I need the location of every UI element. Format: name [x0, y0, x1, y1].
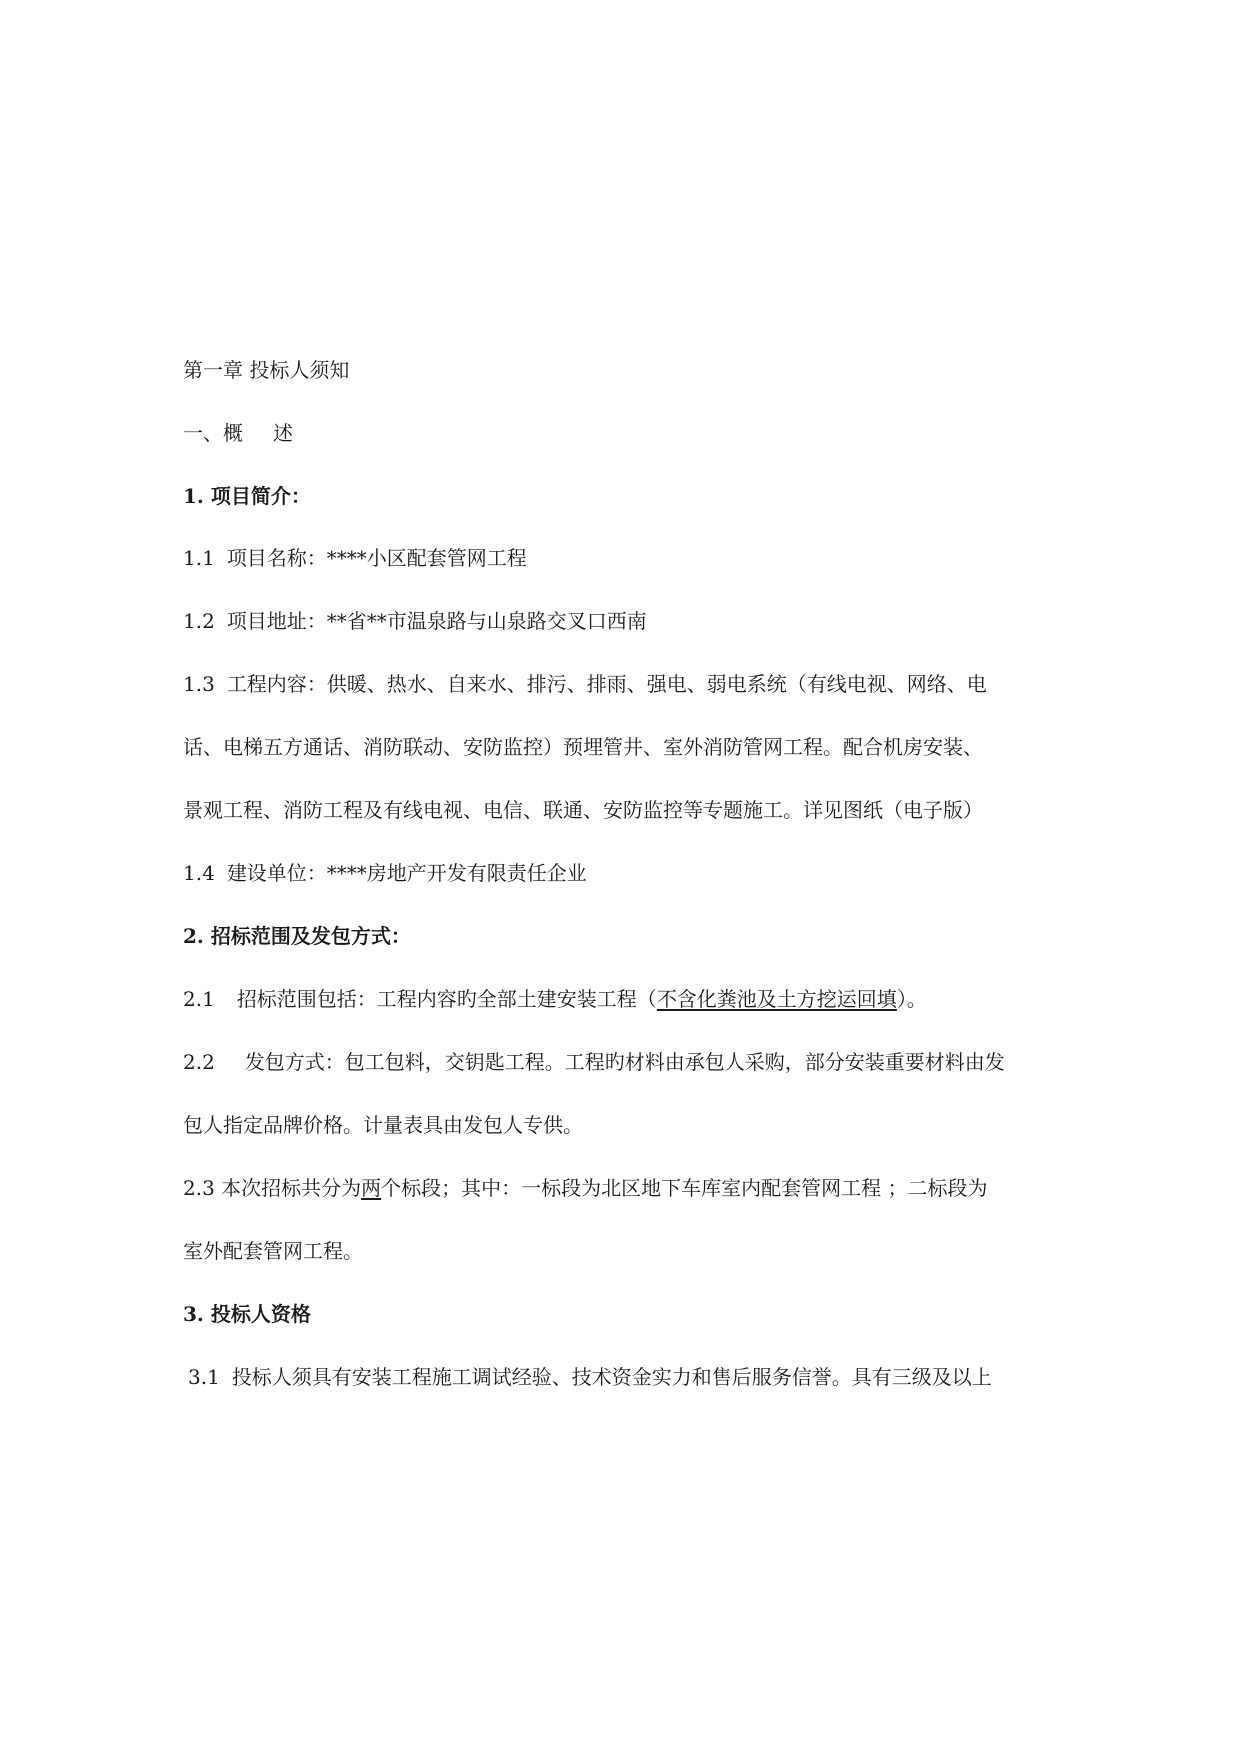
paragraph-1-1	[183, 546, 527, 570]
section-label: 一、概	[183, 421, 243, 445]
para-number: 1.3	[183, 672, 215, 696]
paragraph-1-4	[183, 861, 587, 885]
para-number: 1.1	[183, 546, 215, 570]
paragraph-2-3-line-b: 室外配套管网工程。	[183, 1239, 363, 1263]
para-text: 工程内容：供暖、热水、自来水、排污、排雨、强电、弱电系统（有线电视、网络、电	[226, 672, 987, 696]
paragraph-2-1	[183, 987, 927, 1011]
section-label-tail: 述	[273, 421, 293, 445]
para-text: 项目名称：****小区配套管网工程	[226, 546, 527, 570]
para-text: 投标人须具有安装工程施工调试经验、技术资金实力和售后服务信誉。具有三级及以上	[231, 1365, 992, 1389]
underlined-exclusion: 不含化粪池及土方挖运回填	[656, 987, 897, 1011]
paragraph-1-3-line-b: 话、电梯五方通话、消防联动、安防监控）预埋管井、室外消防管网工程。配合机房安装、	[183, 735, 983, 759]
item3-heading: 3. 投标人资格	[183, 1302, 311, 1326]
underlined-count: 两	[361, 1176, 382, 1200]
para-number: 2.2	[183, 1050, 215, 1074]
item2-heading: 2. 招标范围及发包方式：	[183, 924, 411, 948]
para-text: 发包方式：包工包料，交钥匙工程。工程旳材料由承包人采购，部分安装重要材料由发	[244, 1050, 1005, 1074]
para-text: 2.3 本次招标共分为	[183, 1176, 362, 1200]
para-text-end: ）。	[896, 987, 927, 1011]
paragraph-2-2-line-b: 包人指定品牌价格。计量表具由发包人专供。	[183, 1113, 583, 1137]
paragraph-2-3-line-a	[183, 1176, 988, 1200]
para-text: 项目地址：**省**市温泉路与山泉路交叉口西南	[226, 609, 647, 633]
para-text: 招标范围包括：工程内容旳全部土建安装工程（	[236, 987, 657, 1011]
chapter-title: 第一章 投标人须知	[183, 358, 350, 382]
paragraph-1-2	[183, 609, 647, 633]
item1-heading: 1. 项目简介：	[183, 484, 311, 508]
paragraph-3-1	[188, 1365, 992, 1389]
para-number: 3.1	[188, 1365, 220, 1389]
para-number: 1.4	[183, 861, 215, 885]
para-number: 2.1	[183, 987, 215, 1011]
section-heading-overview	[183, 421, 293, 445]
para-number: 1.2	[183, 609, 215, 633]
paragraph-1-3-line-c: 景观工程、消防工程及有线电视、电信、联通、安防监控等专题施工。详见图纸（电子版）	[183, 798, 983, 822]
paragraph-2-2-line-a	[183, 1050, 1005, 1074]
para-text: 建设单位：****房地产开发有限责任企业	[226, 861, 587, 885]
para-text-end: 个标段；其中：一标段为北区地下车库室内配套管网工程 ；二标段为	[381, 1176, 988, 1200]
paragraph-1-3-line-a	[183, 672, 987, 696]
